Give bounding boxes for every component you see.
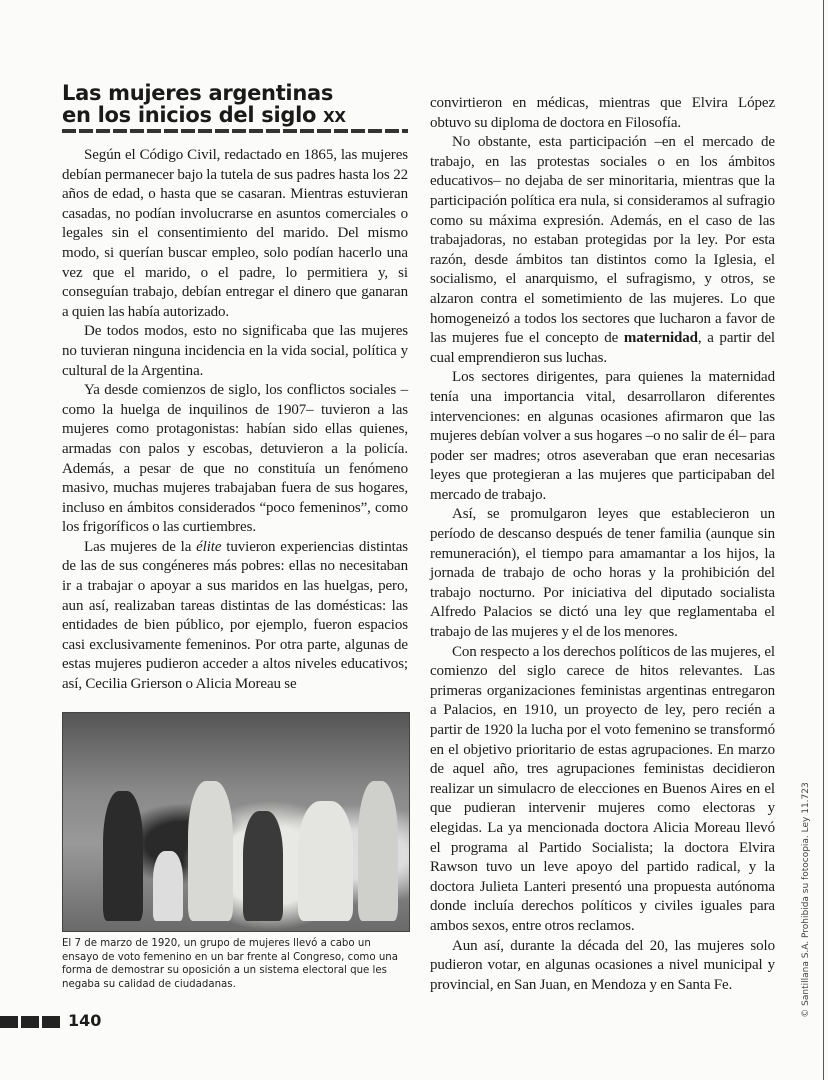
paragraph: Las mujeres de la élite tuvieron experiencias distintas de las de sus congéneres más pobres: ellas no necesitaban ir a trabajar o apoyar a sus maridos en las huelgas, pero, aun así, realizaban tareas distintas de las domésticas: las entidades de bien público, por ejemplo, fueron espacios casi exclusivamente femeninos. Por otra parte, algunas de estas mujeres pudieron acceder a altos niveles educativos; así, Cecilia Grierson o Alicia Moreau se — [62, 538, 408, 693]
page-marker-bar — [0, 1016, 62, 1028]
title-rule — [62, 129, 408, 133]
section-title — [62, 82, 408, 128]
right-column — [430, 94, 775, 995]
paragraph: Así, se promulgaron leyes que establecieron un período de descanso después de tener familia (aunque sin remuneración), el tiempo para amamantar a los hijos, la jornada de trabajo de ocho horas y la prohibición del trabajo nocturno. Por iniciativa del diputado socialista Alfredo Palacios se dictó una ley que reglamentaba el trabajo de las mujeres y el de los menores. — [430, 506, 775, 641]
paragraph: Los sectores dirigentes, para quienes la maternidad tenía una importancia vital, desarrollaron diferentes intervenciones: en algunas ocasiones afirmaron que las mujeres debían volver a sus hogares –o no salir de él– para poder ser madres; otros aseveraban que eran necesarias leyes que protegieran a las mujeres que participaban del mercado de trabajo. — [430, 369, 775, 503]
paragraph: convirtieron en médicas, mientras que Elvira López obtuvo su diploma de doctora en Filosofía. — [430, 95, 775, 131]
paragraph: Aun así, durante la década del 20, las mujeres solo pudieron votar, en algunas ocasiones a nivel municipal y provincial, en San Juan, en Mendoza y en Santa Fe. — [430, 937, 775, 993]
paragraph: No obstante, esta participación –en el mercado de trabajo, en las protestas sociales o en los ámbitos educativos– no dejaba de ser minoritaria, mientras que la participación política era nula, si consideramos al sufragio como su máxima expresión. Además, en el caso de las trabajadoras, no estaban protegidas por la ley. Por esta razón, desde ámbitos tan distintos como la Iglesia, el socialismo, el anarquismo, el sufragismo, y otros, se alzaron contra el sometimiento de las mujeres. Lo que homogeneizó a todos los sectores que lucharon a favor de las mujeres fue el concepto de maternidad, a partir del cual emprendieron sus luchas. — [430, 134, 775, 366]
bold-term: maternidad — [623, 330, 698, 347]
title-line-2: en los inicios del siglo XX — [62, 103, 346, 127]
title-suffix: XX — [323, 108, 346, 126]
copyright-notice: © Santillana S.A. Prohibida su fotocopia. Ley 11.723 — [801, 782, 811, 1018]
page-edge — [823, 0, 824, 1080]
page-number: 140 — [68, 1011, 102, 1030]
italic-term: élite — [196, 538, 222, 555]
photo-caption: El 7 de marzo de 1920, un grupo de mujeres llevó a cabo un ensayo de voto femenino en un bar frente al Congreso, como una forma de demostrar su oposición a un sistema electoral que les negaba su calidad de ciudadanas. — [62, 938, 398, 990]
paragraph: Ya desde comienzos de siglo, los conflictos sociales –como la huelga de inquilinos de 1907– tuvieron a las mujeres como protagonistas: habían sido ellas quienes, armadas con palos y escobas, detuvieron a la policía. Además, a pesar de que no constituía un fenómeno masivo, muchas mujeres trabajaban fuera de sus hogares, incluso en ámbitos considerados “poco femeninos”, como los frigoríficos o las curtiembres. — [62, 382, 408, 536]
paragraph: Según el Código Civil, redactado en 1865, las mujeres debían permanecer bajo la tutela de sus padres hasta los 22 años de edad, o hasta que se casaran. Mientras estuvieran casadas, no podían involucrarse en asuntos comerciales o legales sin el consentimiento del marido. Del mismo modo, si querían buscar empleo, solo podían hacerlo una vez que el marido, o el padre, lo permitiera y, si conseguían trabajo, debían entregar el dinero que ganaran a quien las había autorizado. — [62, 147, 408, 320]
historical-photo — [62, 712, 410, 932]
left-column — [62, 146, 408, 695]
paragraph: De todos modos, esto no significaba que las mujeres no tuvieran ninguna incidencia en la vida social, política y cultural de la Argentina. — [62, 323, 408, 379]
title-line-1: Las mujeres argentinas — [62, 81, 334, 105]
paragraph: Con respecto a los derechos políticos de las mujeres, el comienzo del siglo carece de hitos relevantes. Las primeras organizaciones feministas argentinas entregaron a Palacios, en 1910, un proyecto de ley, pero recién a partir de 1920 la lucha por el voto femenino se transformó en el objetivo prioritario de estas agrupaciones. En marzo de aquel año, tres agrupaciones feministas decidieron realizar un simulacro de elecciones en Buenos Aires en el que pudieran intervenir mujeres como electoras y elegidas. La ya mencionada doctora Alicia Moreau llevó el programa al Partido Socialista; la doctora Elvira Rawson tuvo un leve apoyo del partido radical, y la doctora Julieta Lanteri presentó una propuesta autónoma donde incluía derechos políticos y civiles iguales para ambos sexos, entre otros reclamos. — [430, 643, 775, 934]
